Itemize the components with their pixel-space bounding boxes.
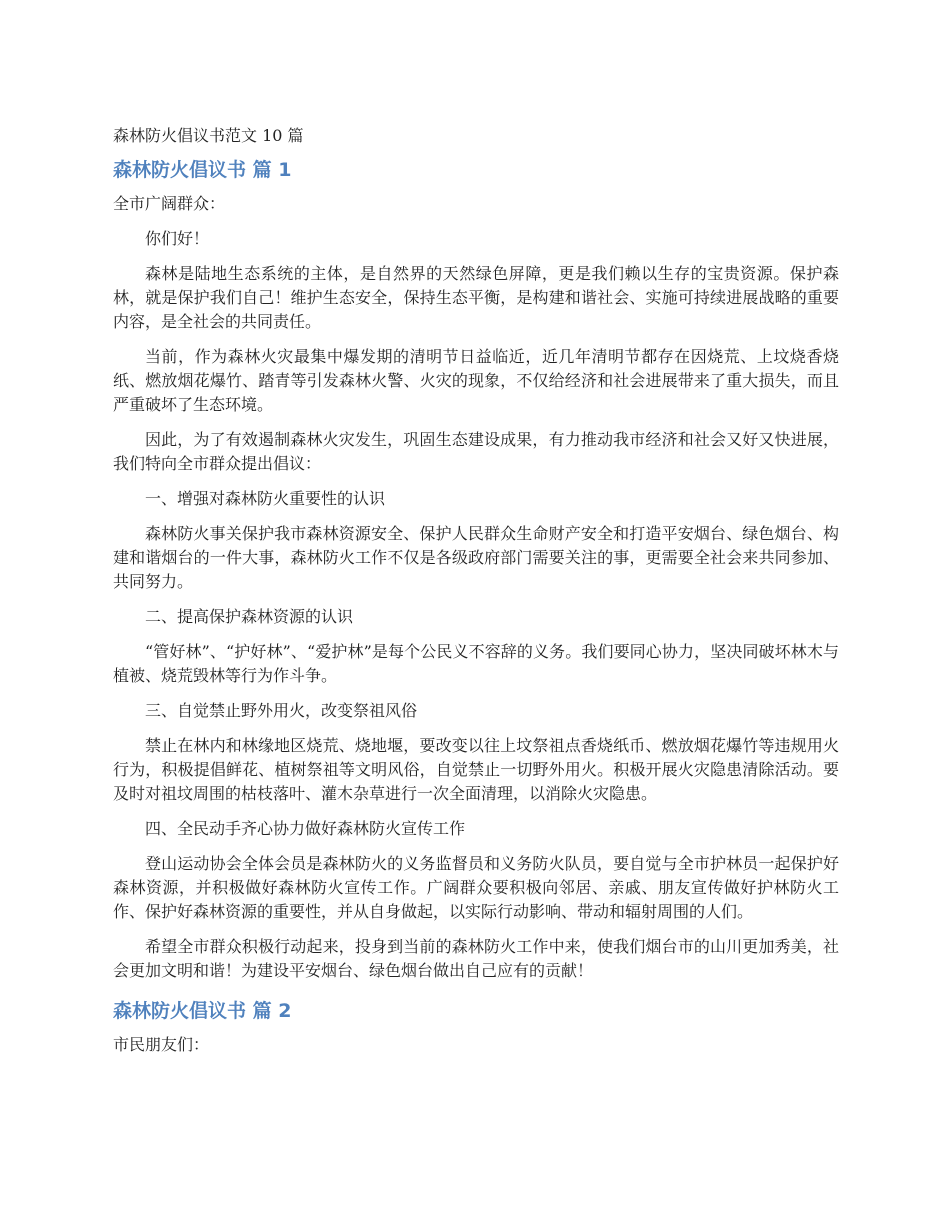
paragraph: 森林是陆地生态系统的主体，是自然界的天然绿色屏障，更是我们赖以生存的宝贵资源。保护森林，就是保护我们自己！维护生态安全，保持生态平衡，是构建和谐社会、实施可持续进展战略的重要内容，是全社会的共同责任。	[113, 264, 839, 331]
section-heading-text: 森林防火倡议书	[113, 1000, 247, 1022]
section-heading	[113, 997, 839, 1025]
subheading: 三、自觉禁止野外用火，改变祭祖风俗	[145, 701, 418, 720]
subheading: 二、提高保护森林资源的认识	[145, 607, 354, 626]
paragraph: 森林防火事关保护我市森林资源安全、保护人民群众生命财产安全和打造平安烟台、绿色烟台、构建和谐烟台的一件大事，森林防火工作不仅是各级政府部门需要关注的事，更需要全社会来共同参加、共同努力。	[113, 524, 839, 591]
paragraph: 当前，作为森林火灾最集中爆发期的清明节日益临近，近几年清明节都存在因烧荒、上坟烧香烧纸、燃放烟花爆竹、踏青等引发森林火警、火灾的现象，不仅给经济和社会进展带来了重大损失，而且严重破坏了生态环境。	[113, 347, 839, 414]
paragraph: 登山运动协会全体会员是森林防火的义务监督员和义务防火队员，要自觉与全市护林员一起保护好森林资源，并积极做好森林防火宣传工作。广阔群众要积极向邻居、亲戚、朋友宣传做好护林防火工作、保护好森林资源的重要性，并从自身做起，以实际行动影响、带动和辐射周围的人们。	[113, 854, 839, 921]
salutation: 全市广阔群众：	[113, 194, 226, 213]
document-title: 森林防火倡议书范文 10 篇	[113, 126, 304, 145]
paragraph: “管好林”、“护好林”、“爱护林”是每个公民义不容辞的义务。我们要同心协力，坚决同破坏林木与植被、烧荒毁林等行为作斗争。	[113, 642, 839, 685]
paragraph: 希望全市群众积极行动起来，投身到当前的森林防火工作中来，使我们烟台市的山川更加秀美，社会更加文明和谐！为建设平安烟台、绿色烟台做出自己应有的贡献！	[113, 937, 839, 980]
section-number: 篇 2	[252, 1000, 292, 1022]
document-page	[113, 124, 839, 1068]
paragraph: 因此，为了有效遏制森林火灾发生，巩固生态建设成果，有力推动我市经济和社会又好又快进展，我们特向全市群众提出倡议：	[113, 430, 839, 473]
paragraph: 禁止在林内和林缘地区烧荒、烧地堰，要改变以往上坟祭祖点香烧纸币、燃放烟花爆竹等违规用火行为，积极提倡鲜花、植树祭祖等文明风俗，自觉禁止一切野外用火。积极开展火灾隐患清除活动。要及时对祖坟周围的枯枝落叶、灌木杂草进行一次全面清理，以消除火灾隐患。	[113, 736, 839, 803]
section-number: 篇 1	[252, 159, 292, 181]
subheading: 四、全民动手齐心协力做好森林防火宣传工作	[145, 819, 466, 838]
subheading: 一、增强对森林防火重要性的认识	[145, 489, 386, 508]
greeting: 你们好！	[145, 229, 210, 248]
section-heading	[113, 156, 839, 184]
salutation: 市民朋友们：	[113, 1035, 210, 1054]
section-heading-text: 森林防火倡议书	[113, 159, 247, 181]
section-1	[113, 156, 839, 983]
section-2	[113, 997, 839, 1057]
